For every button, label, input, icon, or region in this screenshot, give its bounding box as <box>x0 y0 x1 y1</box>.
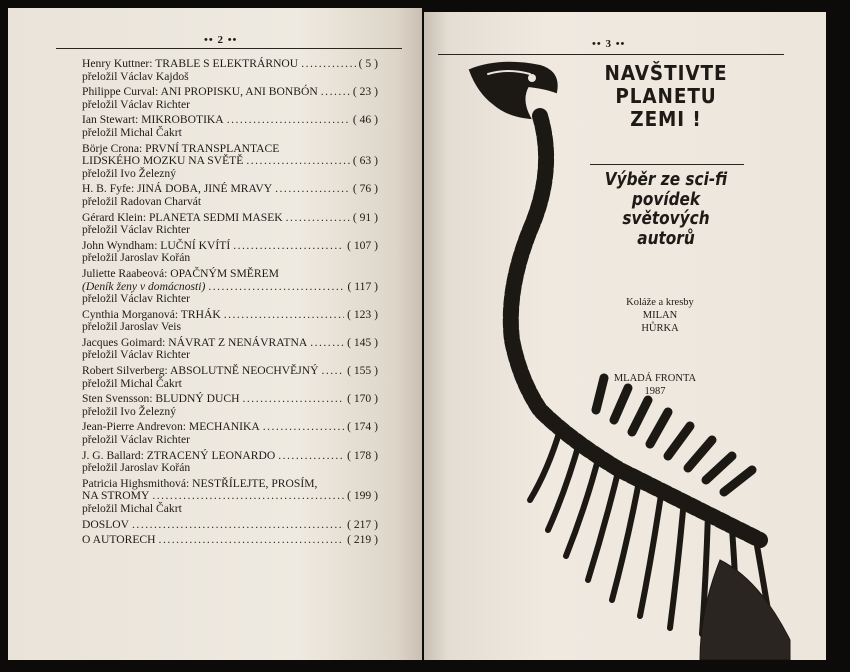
toc-page-number: ( 107 ) <box>347 238 378 252</box>
credits-line: Koláže a kresby <box>626 297 694 308</box>
toc-page-number: ( 170 ) <box>347 392 378 406</box>
toc-entry-title: NA STROMY <box>82 489 150 503</box>
toc-page-number: ( 155 ) <box>347 364 378 378</box>
toc-entry-title: Cynthia Morganová: TRHÁK <box>82 307 221 321</box>
toc-translator: přeložil Ivo Železný <box>82 166 176 180</box>
toc-page-number: ( 91 ) <box>352 210 378 224</box>
toc-page-number: ( 145 ) <box>347 335 378 349</box>
toc-page-number: ( 178 ) <box>347 448 378 462</box>
toc-translator: přeložil Michal Čakrt <box>82 125 182 139</box>
toc-entry-title-line: Patricia Highsmithová: NESTŘÍLEJTE, PROSÍM, <box>82 476 318 490</box>
toc-translator: přeložil Václav Richter <box>82 223 190 237</box>
toc-entry-title: John Wyndham: LUČNÍ KVÍTÍ <box>82 238 231 252</box>
toc-translator: přeložil Jaroslav Veis <box>82 320 181 334</box>
toc-page-number: ( 199 ) <box>347 489 378 503</box>
toc-page-number: ( 23 ) <box>352 85 378 99</box>
toc-entry-title: DOSLOV <box>82 517 130 531</box>
toc-entry-title-line: Juliette Raabeová: OPAČNÝM SMĚREM <box>82 266 279 280</box>
toc-translator: přeložil Michal Čakrt <box>82 376 182 390</box>
toc-entry-title: Gérard Klein: PLANETA SEDMI MASEK <box>82 210 283 224</box>
toc-page-number: ( 123 ) <box>347 307 378 321</box>
subtitle-line: povídek <box>631 188 701 210</box>
illustrator-credits <box>600 296 720 335</box>
toc-page-number: ( 5 ) <box>358 57 378 70</box>
toc-entry-title: Jean-Pierre Andrevon: MECHANIKA <box>82 420 260 434</box>
toc-entry-title: LIDSKÉHO MOZKU NA SVĚTĚ <box>82 154 244 168</box>
credits-line: HŮRKA <box>641 323 679 334</box>
title-line: NAVŠTIVTE <box>604 61 728 85</box>
toc-entry-title: Robert Silverberg: ABSOLUTNĚ NEOCHVĚJNÝ <box>82 364 319 378</box>
book-subtitle <box>600 170 733 248</box>
toc-entry-title: H. B. Fyfe: JINÁ DOBA, JINÉ MRAVY <box>82 182 273 196</box>
subtitle-line: Výběr ze sci-fi <box>604 169 728 190</box>
toc-entry-title: O AUTORECH <box>82 533 156 547</box>
toc-translator: přeložil Václav Richter <box>82 433 190 447</box>
toc-entry-title: Jacques Goimard: NÁVRAT Z NENÁVRATNA <box>82 335 308 349</box>
subtitle-line: autorů <box>637 227 695 249</box>
toc-translator: přeložil Jaroslav Kořán <box>82 251 191 265</box>
publisher-block <box>600 372 710 398</box>
toc-page-number: ( 217 ) <box>347 517 378 531</box>
book-title <box>602 62 731 131</box>
toc-page-number: ( 117 ) <box>347 279 378 293</box>
table-background <box>0 660 850 672</box>
subtitle-line: světových <box>622 208 710 229</box>
toc-entry-title: Henry Kuttner: TRABLE S ELEKTRÁRNOU <box>82 57 299 70</box>
toc-page-number: ( 76 ) <box>352 182 378 196</box>
toc-entry-title-line: Börje Crona: PRVNÍ TRANSPLANTACE <box>82 141 280 155</box>
credits-line: MILAN <box>642 310 678 321</box>
left-page-number: •• 2 •• <box>204 34 238 46</box>
toc-entry-title: Ian Stewart: MIKROBOTIKA <box>82 113 224 127</box>
title-line: ZEMI ! <box>630 107 702 131</box>
toc-translator: přeložil Radovan Charvát <box>82 194 202 208</box>
toc-page-number: ( 63 ) <box>352 154 378 168</box>
toc-page-number: ( 174 ) <box>347 420 378 434</box>
publication-year: 1987 <box>644 386 666 397</box>
toc-page-number: ( 46 ) <box>352 113 378 127</box>
right-page-number: •• 3 •• <box>592 38 626 50</box>
toc-translator: přeložil Václav Richter <box>82 97 190 111</box>
toc-entry-title: Sten Svensson: BLUDNÝ DUCH <box>82 392 240 406</box>
toc-page-number: ( 219 ) <box>347 533 378 547</box>
publisher-name: MLADÁ FRONTA <box>613 373 697 384</box>
toc-entry-title: J. G. Ballard: ZTRACENÝ LEONARDO <box>82 448 276 462</box>
title-rule <box>590 164 744 165</box>
toc-entry-title: (Deník ženy v domácnosti) <box>82 279 206 293</box>
toc-translator: přeložil Michal Čakrt <box>82 502 182 515</box>
toc-translator: přeložil Ivo Železný <box>82 404 176 418</box>
toc-translator: přeložil Jaroslav Kořán <box>82 461 191 475</box>
title-line: PLANETU <box>615 84 717 108</box>
toc-translator: přeložil Václav Kajdoš <box>82 69 189 83</box>
toc-translator: přeložil Václav Richter <box>82 348 190 362</box>
toc-translator: přeložil Václav Richter <box>82 292 190 306</box>
toc-entry-title: Philippe Curval: ANI PROPISKU, ANI BONBÓN <box>82 85 318 99</box>
